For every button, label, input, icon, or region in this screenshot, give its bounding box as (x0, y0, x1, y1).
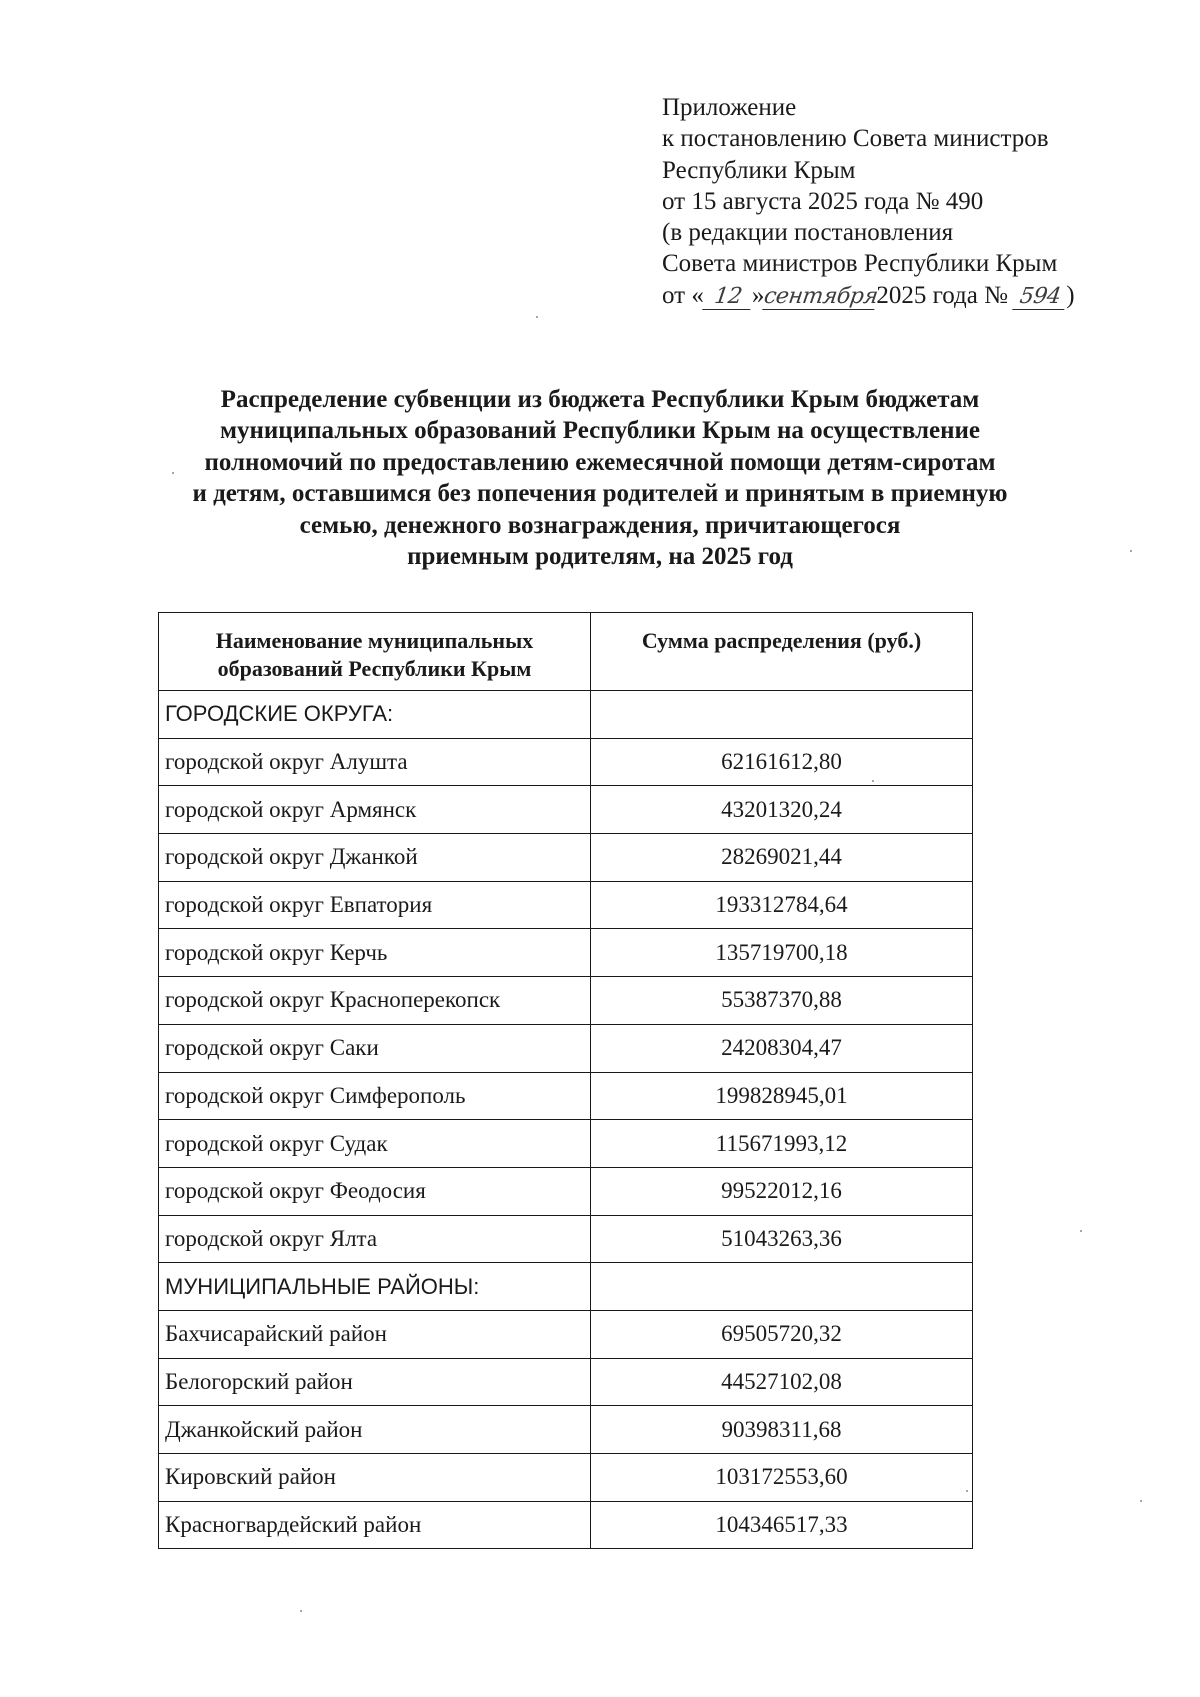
table-row (159, 1501, 973, 1549)
appendix-header (662, 92, 1075, 311)
appendix-resolution-ref: к постановлению Совета министров (662, 125, 1049, 153)
section-row-district (159, 1263, 973, 1311)
row-sum: 44527102,08 (591, 1358, 973, 1406)
row-name: городской округ Армянск (159, 786, 591, 834)
scan-speck (1140, 1500, 1142, 1502)
table-row (159, 1454, 973, 1502)
row-sum: 43201320,24 (591, 786, 973, 834)
title-line-3: полномочий по предоставлению ежемесячной помощи детям-сиротам (204, 448, 996, 476)
row-sum: 24208304,47 (591, 1024, 973, 1072)
scan-speck (1080, 1230, 1082, 1232)
handwritten-day: 12 (702, 285, 754, 310)
row-name: Белогорский район (159, 1358, 591, 1406)
row-name: городской округ Красноперекопск (159, 977, 591, 1025)
amendment-quote-close: » (751, 281, 765, 309)
scan-speck (300, 1610, 302, 1612)
row-sum: 115671993,12 (591, 1120, 973, 1168)
distribution-table (158, 612, 973, 1549)
row-name: городской округ Керчь (159, 929, 591, 977)
row-name: Бахчисарайский район (159, 1310, 591, 1358)
document-title (140, 384, 1060, 572)
row-sum: 99522012,16 (591, 1167, 973, 1215)
row-name: городской округ Алушта (159, 738, 591, 786)
amendment-suffix: ) (1066, 281, 1075, 309)
row-sum: 55387370,88 (591, 977, 973, 1025)
table-row (159, 1120, 973, 1168)
row-sum: 90398311,68 (591, 1406, 973, 1454)
amendment-year: 2025 года № (876, 281, 1008, 309)
header-amount: Сумма распределения (руб.) (591, 613, 973, 691)
scan-speck (172, 472, 174, 474)
section-empty-cell (591, 1263, 973, 1311)
row-name: городской округ Джанкой (159, 834, 591, 882)
row-name: городской округ Судак (159, 1120, 591, 1168)
section-label-district: МУНИЦИПАЛЬНЫЕ РАЙОНЫ: (159, 1263, 591, 1311)
table-row (159, 881, 973, 929)
title-line-2: муниципальных образований Республики Крым на осуществление (219, 417, 981, 445)
title-line-4: и детям, оставшимся без попечения родителей и принятым в приемную (192, 480, 1008, 508)
table-header-row (159, 613, 973, 691)
table-row (159, 1167, 973, 1215)
table-body (159, 691, 973, 1549)
appendix-republic: Республики Крым (662, 156, 856, 184)
table-row (159, 977, 973, 1025)
row-sum: 104346517,33 (591, 1501, 973, 1549)
handwritten-number: 594 (1012, 285, 1068, 310)
appendix-amendment-date (662, 280, 1075, 311)
row-name: городской округ Саки (159, 1024, 591, 1072)
row-name: городской округ Феодосия (159, 1167, 591, 1215)
row-sum: 62161612,80 (591, 738, 973, 786)
table-row (159, 738, 973, 786)
scan-speck (1130, 550, 1132, 552)
scan-speck (536, 316, 538, 318)
handwritten-month: сентября (762, 283, 880, 309)
row-name: Джанкойский район (159, 1406, 591, 1454)
header-name-line-1: Наименование муниципальных (215, 628, 534, 653)
row-name: городской округ Евпатория (159, 881, 591, 929)
row-name: городской округ Симферополь (159, 1072, 591, 1120)
section-row-city (159, 691, 973, 739)
table-row (159, 1310, 973, 1358)
header-name-line-2: образований Республики Крым (217, 656, 532, 681)
row-sum: 51043263,36 (591, 1215, 973, 1263)
title-line-6: приемным родителям, на 2025 год (407, 543, 793, 571)
table-row (159, 929, 973, 977)
row-name: Красногвардейский район (159, 1501, 591, 1549)
table-row (159, 1358, 973, 1406)
row-name: городской округ Ялта (159, 1215, 591, 1263)
appendix-date-number: от 15 августа 2025 года № 490 (662, 187, 984, 215)
table-row (159, 786, 973, 834)
row-sum: 28269021,44 (591, 834, 973, 882)
scan-speck (872, 780, 874, 782)
row-sum: 135719700,18 (591, 929, 973, 977)
section-empty-cell (591, 691, 973, 739)
row-sum: 103172553,60 (591, 1454, 973, 1502)
appendix-council: Совета министров Республики Крым (662, 250, 1058, 278)
table-row (159, 1072, 973, 1120)
table-row (159, 1406, 973, 1454)
amendment-prefix: от « (662, 281, 704, 309)
title-line-5: семью, денежного вознаграждения, причитающегося (299, 511, 901, 539)
row-sum: 69505720,32 (591, 1310, 973, 1358)
row-sum: 193312784,64 (591, 881, 973, 929)
table-row (159, 1024, 973, 1072)
appendix-edition-note: (в редакции постановления (662, 219, 954, 247)
table-row (159, 1215, 973, 1263)
header-municipality-name (159, 613, 591, 691)
appendix-label: Приложение (662, 94, 797, 121)
section-label-city: ГОРОДСКИЕ ОКРУГА: (159, 691, 591, 739)
row-sum: 199828945,01 (591, 1072, 973, 1120)
table-row (159, 834, 973, 882)
scan-speck (966, 1490, 968, 1492)
title-line-1: Распределение субвенции из бюджета Республики Крым бюджетам (220, 386, 980, 413)
row-name: Кировский район (159, 1454, 591, 1502)
